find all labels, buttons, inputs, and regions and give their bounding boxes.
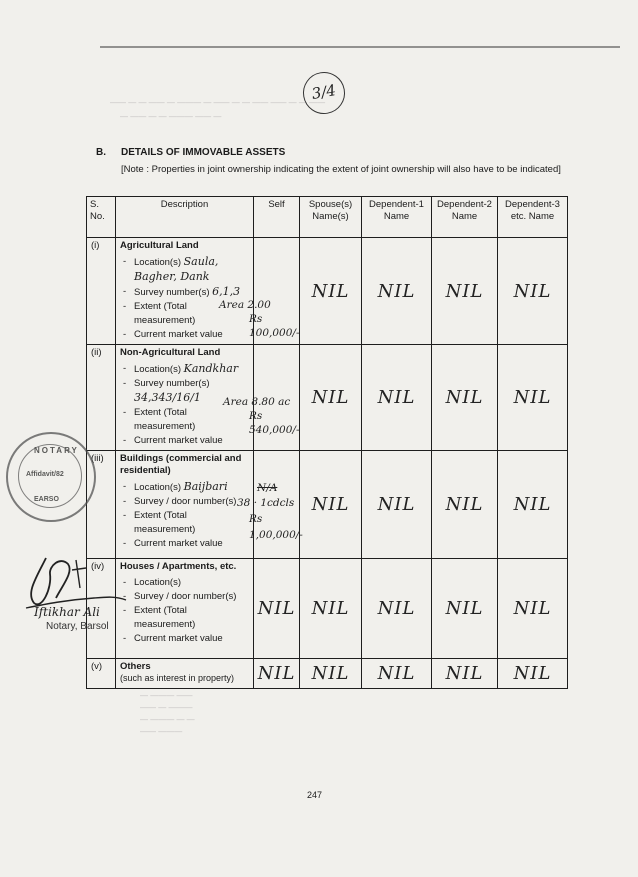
row-description — [116, 345, 254, 451]
dependent-1-nil: NIL — [362, 345, 432, 451]
self-value-handwritten: Rs 540,000/- — [249, 410, 300, 436]
table-row — [87, 238, 568, 345]
dependent-3-nil: NIL — [498, 659, 568, 689]
item-label: Current market value — [134, 538, 223, 549]
item-label: Extent (Total measurement) — [134, 407, 196, 432]
spouse-nil: NIL — [300, 345, 362, 451]
row-category: Buildings (commercial and residential) — [120, 453, 242, 476]
item-value-handwritten: 6,1,3 — [212, 285, 241, 298]
table-row — [87, 345, 568, 451]
row-description — [116, 451, 254, 559]
page-reference-mark: 3/4 — [300, 69, 349, 118]
header-dependent-3: Dependent-3 etc. Name — [498, 197, 568, 238]
spouse-nil: NIL — [300, 559, 362, 659]
dependent-1-nil: NIL — [362, 238, 432, 345]
dependent-1-nil: NIL — [362, 559, 432, 659]
header-spouse: Spouse(s) Name(s) — [300, 197, 362, 238]
spouse-nil: NIL — [300, 659, 362, 689]
row-description — [116, 659, 254, 689]
self-value-handwritten: Area 8.80 ac — [223, 396, 291, 408]
self-value-handwritten: Area 2.00 — [219, 299, 271, 311]
spouse-nil: NIL — [300, 451, 362, 559]
svg-text:Iftikhar Ali: Iftikhar Ali — [34, 605, 100, 619]
item-label: Current market value — [134, 633, 223, 644]
immovable-assets-table — [86, 196, 568, 689]
table-row — [87, 451, 568, 559]
item-value-handwritten: Saula, Bagher, Dank — [134, 255, 219, 283]
bleed-through-text: — ——— —— —— — ——— — ——— — — —— ——— — [140, 691, 195, 736]
item-label: Survey / door number(s) — [134, 591, 237, 602]
item-label: Extent (Total measurement) — [134, 510, 196, 535]
item-label: Extent (Total measurement) — [134, 301, 196, 326]
header-dependent-2: Dependent-2 Name — [432, 197, 498, 238]
dependent-2-nil: NIL — [432, 559, 498, 659]
table-row — [87, 659, 568, 689]
stamp-text-bottom: EARSO — [34, 496, 59, 503]
self-cell — [223, 345, 300, 451]
dependent-2-nil: NIL — [432, 659, 498, 689]
self-value-handwritten: Rs 1,00,000/- — [249, 513, 303, 541]
self-nil: NIL — [254, 559, 300, 659]
dependent-3-nil: NIL — [498, 451, 568, 559]
self-value-handwritten: 38 · 1cdcls — [237, 497, 295, 509]
page-number: 247 — [307, 790, 323, 800]
dependent-3-nil: NIL — [498, 559, 568, 659]
item-label: Location(s) — [134, 577, 181, 588]
header-sno: S. No. — [87, 197, 116, 238]
item-label: Current market value — [134, 329, 223, 340]
row-sno: (ii) — [87, 345, 116, 451]
row-description — [116, 238, 254, 345]
row-category: Non-Agricultural Land — [120, 347, 221, 358]
dependent-1-nil: NIL — [362, 659, 432, 689]
self-value-handwritten: N/A — [257, 482, 278, 494]
header-dependent-1: Dependent-1 Name — [362, 197, 432, 238]
section-note: [Note : Properties in joint ownership indicating the extent of joint ownership will also have to be indicated] — [121, 164, 561, 175]
self-cell — [237, 451, 303, 559]
dependent-3-nil: NIL — [498, 238, 568, 345]
row-description — [116, 559, 254, 659]
row-sno: (i) — [87, 238, 116, 345]
row-subtext: (such as interest in property) — [120, 673, 235, 683]
self-value-handwritten: Rs 100,000/- — [249, 313, 300, 339]
table-row — [87, 559, 568, 659]
stamp-text-top: NOTARY — [34, 446, 79, 455]
notary-designation: Notary, Barsol — [46, 621, 109, 632]
item-label: Location(s) — [134, 364, 181, 375]
notary-signature-image — [16, 548, 136, 623]
item-label: Location(s) — [134, 257, 181, 268]
dependent-2-nil: NIL — [432, 238, 498, 345]
section-letter: B. — [96, 147, 106, 158]
header-self: Self — [254, 197, 300, 238]
item-value-handwritten: 34,343/16/1 — [134, 391, 201, 404]
spouse-nil: NIL — [300, 238, 362, 345]
self-nil: NIL — [254, 659, 300, 689]
item-label: Extent (Total measurement) — [134, 605, 196, 630]
table-header-row — [87, 197, 568, 238]
item-label: Current market value — [134, 435, 223, 446]
bleed-through-text: —— — — —— — ——— — —— — — —— —— — — —— — [110, 98, 326, 107]
dependent-2-nil: NIL — [432, 451, 498, 559]
row-sno: (iii) — [87, 451, 116, 559]
item-value-handwritten: Baijbari — [183, 480, 228, 493]
row-sno: (v) — [87, 659, 116, 689]
row-category: Agricultural Land — [120, 240, 199, 251]
item-label: Location(s) — [134, 482, 181, 493]
dependent-2-nil: NIL — [432, 345, 498, 451]
row-sno: (iv) — [87, 559, 116, 659]
notary-stamp — [6, 432, 96, 522]
stamp-text-middle: Affidavit/82 — [26, 471, 64, 478]
dependent-1-nil: NIL — [362, 451, 432, 559]
item-label: Survey number(s) — [134, 378, 210, 389]
top-divider — [100, 46, 620, 48]
item-label: Survey number(s) — [134, 287, 210, 298]
dependent-3-nil: NIL — [498, 345, 568, 451]
row-category: Houses / Apartments, etc. — [120, 561, 237, 572]
section-title: DETAILS OF IMMOVABLE ASSETS — [121, 147, 286, 158]
header-description: Description — [116, 197, 254, 238]
item-label: Survey / door number(s) — [134, 496, 237, 507]
item-value-handwritten: Kandkhar — [183, 362, 239, 375]
row-category: Others — [120, 661, 151, 672]
bleed-through-text: — —— — — ——— —— — — [120, 112, 222, 121]
